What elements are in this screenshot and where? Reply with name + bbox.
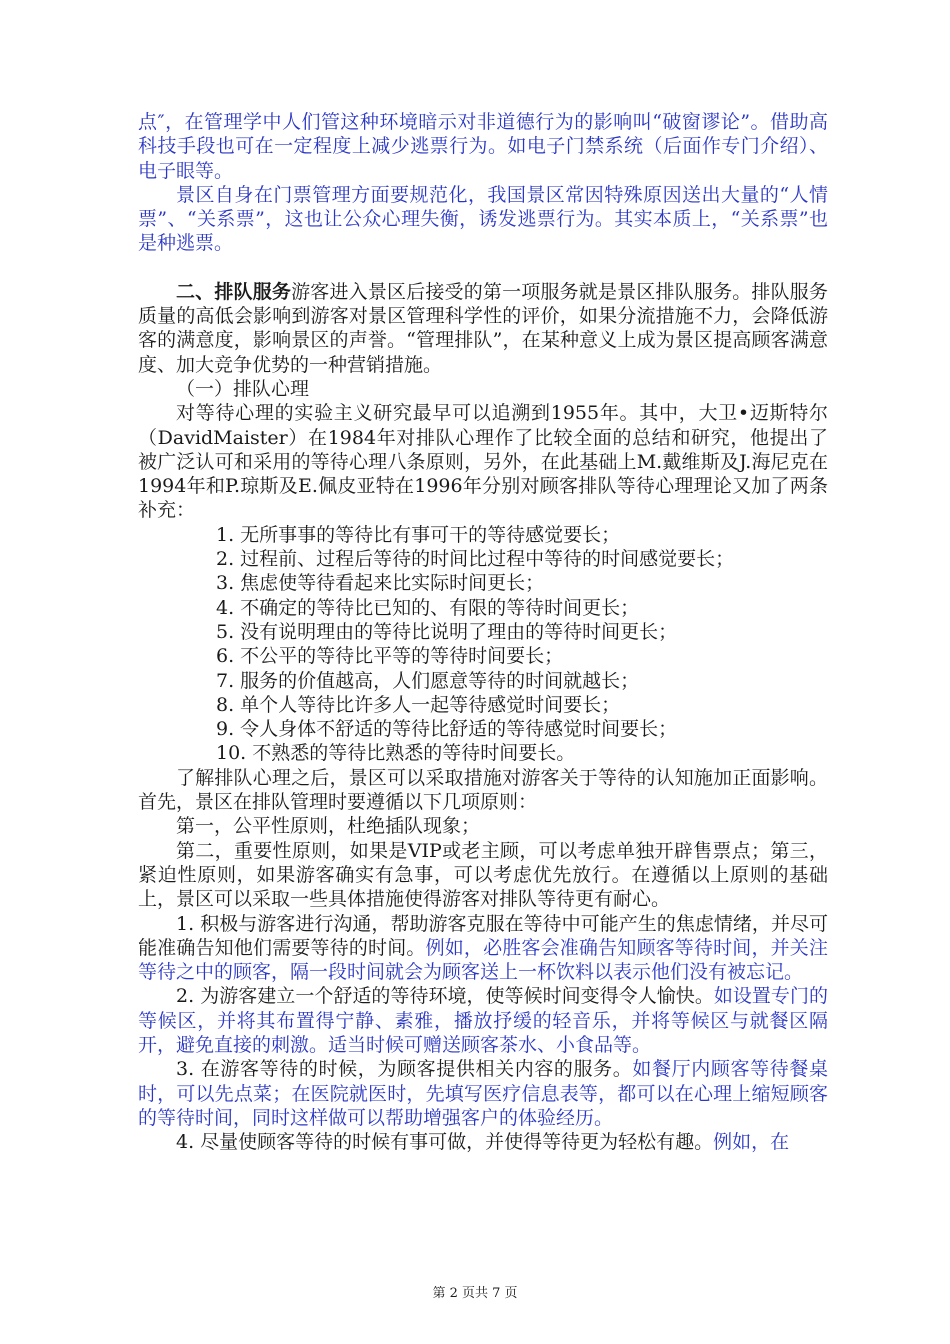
measure-3-text: 3. 在游客等待的时候，为顾客提供相关内容的服务。 <box>176 1058 633 1081</box>
measure-4-example: 例如，在 <box>713 1131 790 1154</box>
list-item: 2. 过程前、过程后等待的时间比过程中等待的时间感觉要长； <box>216 548 735 571</box>
paragraph-principles-intro: 了解排队心理之后，景区可以采取措施对游客关于等待的认知施加正面影响。首先，景区在排队管理时要遵循以下几项原则： <box>138 766 828 814</box>
section-queue-service <box>138 280 828 377</box>
list-item: 8. 单个人等待比许多人一起等待感觉时间要长； <box>216 693 621 716</box>
measure-3-example: 如餐厅内顾客等待餐桌时，可以先点菜；在医院就医时，先填写医疗信息表等，都可以在心理上缩短顾客的等待时间，同时这样做可以帮助增强客户的体验经历。 <box>138 1058 828 1129</box>
section-heading: 二、排队服务 <box>176 280 292 303</box>
section-intro: 游客进入景区后接受的第一项服务就是景区排队服务。排队服务质量的高低会影响到游客对景区管理科学性的评价，如果分流措施不力，会降低游客的满意度，影响景区的声誉。“管理排队”，在某种意义上成为景区提高顾客满意度、加大竞争优势的一种营销措施。 <box>138 280 828 376</box>
paragraph-broken-window: 点″，在管理学中人们管这种环境暗示对非道德行为的影响叫“破窗谬论”。借助高科技手段也可在一定程度上减少逃票行为。如电子门禁系统（后面作专门介绍）、电子眼等。 <box>138 111 828 182</box>
list-item: 6. 不公平的等待比平等的等待时间要长； <box>216 645 564 668</box>
paragraph-fairness: 第一，公平性原则，杜绝插队现象； <box>176 815 481 838</box>
measure-4 <box>138 1130 828 1154</box>
measure-2-example: 如设置专门的等候区，并将其布置得宁静、素雅，播放抒缓的轻音乐，并将等候区与就餐区隔开，避免直接的刺激。适当时候可赠送顾客茶水、小食品等。 <box>138 985 828 1056</box>
principles-list <box>138 523 828 766</box>
measure-3 <box>138 1057 828 1130</box>
list-item: 9. 令人身体不舒适的等待比舒适的等待感觉时间要长； <box>216 718 678 741</box>
list-item: 7. 服务的价值越高，人们愿意等待的时间就越长； <box>216 669 640 692</box>
paragraph-research-history: 对等待心理的实验主义研究最早可以追溯到1955年。其中，大卫•迈斯特尔（DavidMaister）在1984年对排队心理作了比较全面的总结和研究，他提出了被广泛认可和采用的等待心理八条原则，另外，在此基础上M.戴维斯及J.海尼克在1994年和P.琼斯及E.佩皮亚特在1996年分别对顾客排队等待心理理论又加了两条补充： <box>138 402 828 522</box>
document-body <box>138 110 828 1154</box>
measure-1-example: 例如，必胜客会准确告知顾客等待时间，并关注等待之中的顾客，隔一段时间就会为顾客送上一杯饮料以表示他们没有被忘记。 <box>138 936 828 984</box>
subheading-queue-psychology: （一）排队心理 <box>176 377 310 400</box>
measure-1 <box>138 912 828 985</box>
list-item: 1. 无所事事的等待比有事可干的等待感觉要长； <box>216 523 621 546</box>
paragraph-importance-urgency: 第二，重要性原则，如果是VIP或老主顾，可以考虑单独开辟售票点；第三，紧迫性原则，如果游客确实有急事，可以考虑优先放行。在遵循以上原则的基础上，景区可以采取一些具体措施使得游客对排队等待更有耐心。 <box>138 839 828 911</box>
measure-2-text: 2. 为游客建立一个舒适的等待环境，使等候时间变得令人愉快。 <box>176 985 714 1008</box>
list-item: 10. 不熟悉的等待比熟悉的等待时间要长。 <box>216 742 576 765</box>
list-item: 4. 不确定的等待比已知的、有限的等待时间更长； <box>216 596 640 619</box>
measure-4-text: 4. 尽量使顾客等待的时候有事可做，并使得等待更为轻松有趣。 <box>176 1131 714 1154</box>
spacer <box>138 256 828 280</box>
list-item: 5. 没有说明理由的等待比说明了理由的等待时间更长； <box>216 620 678 643</box>
paragraph-ticket-management: 景区自身在门票管理方面要规范化，我国景区常因特殊原因送出大量的“人情票”、“关系票”，这也让公众心理失衡，诱发逃票行为。其实本质上，“关系票”也是种逃票。 <box>138 183 828 255</box>
measure-1-text: 1. 积极与游客进行沟通，帮助游客克服在等待中可能产生的焦虑情绪，并尽可能准确告知他们需要等待的时间。 <box>138 912 828 959</box>
list-item: 3. 焦虑使等待看起来比实际时间更长； <box>216 572 545 595</box>
page-number: 第 2 页共 7 页 <box>432 1286 518 1301</box>
measure-2 <box>138 984 828 1057</box>
